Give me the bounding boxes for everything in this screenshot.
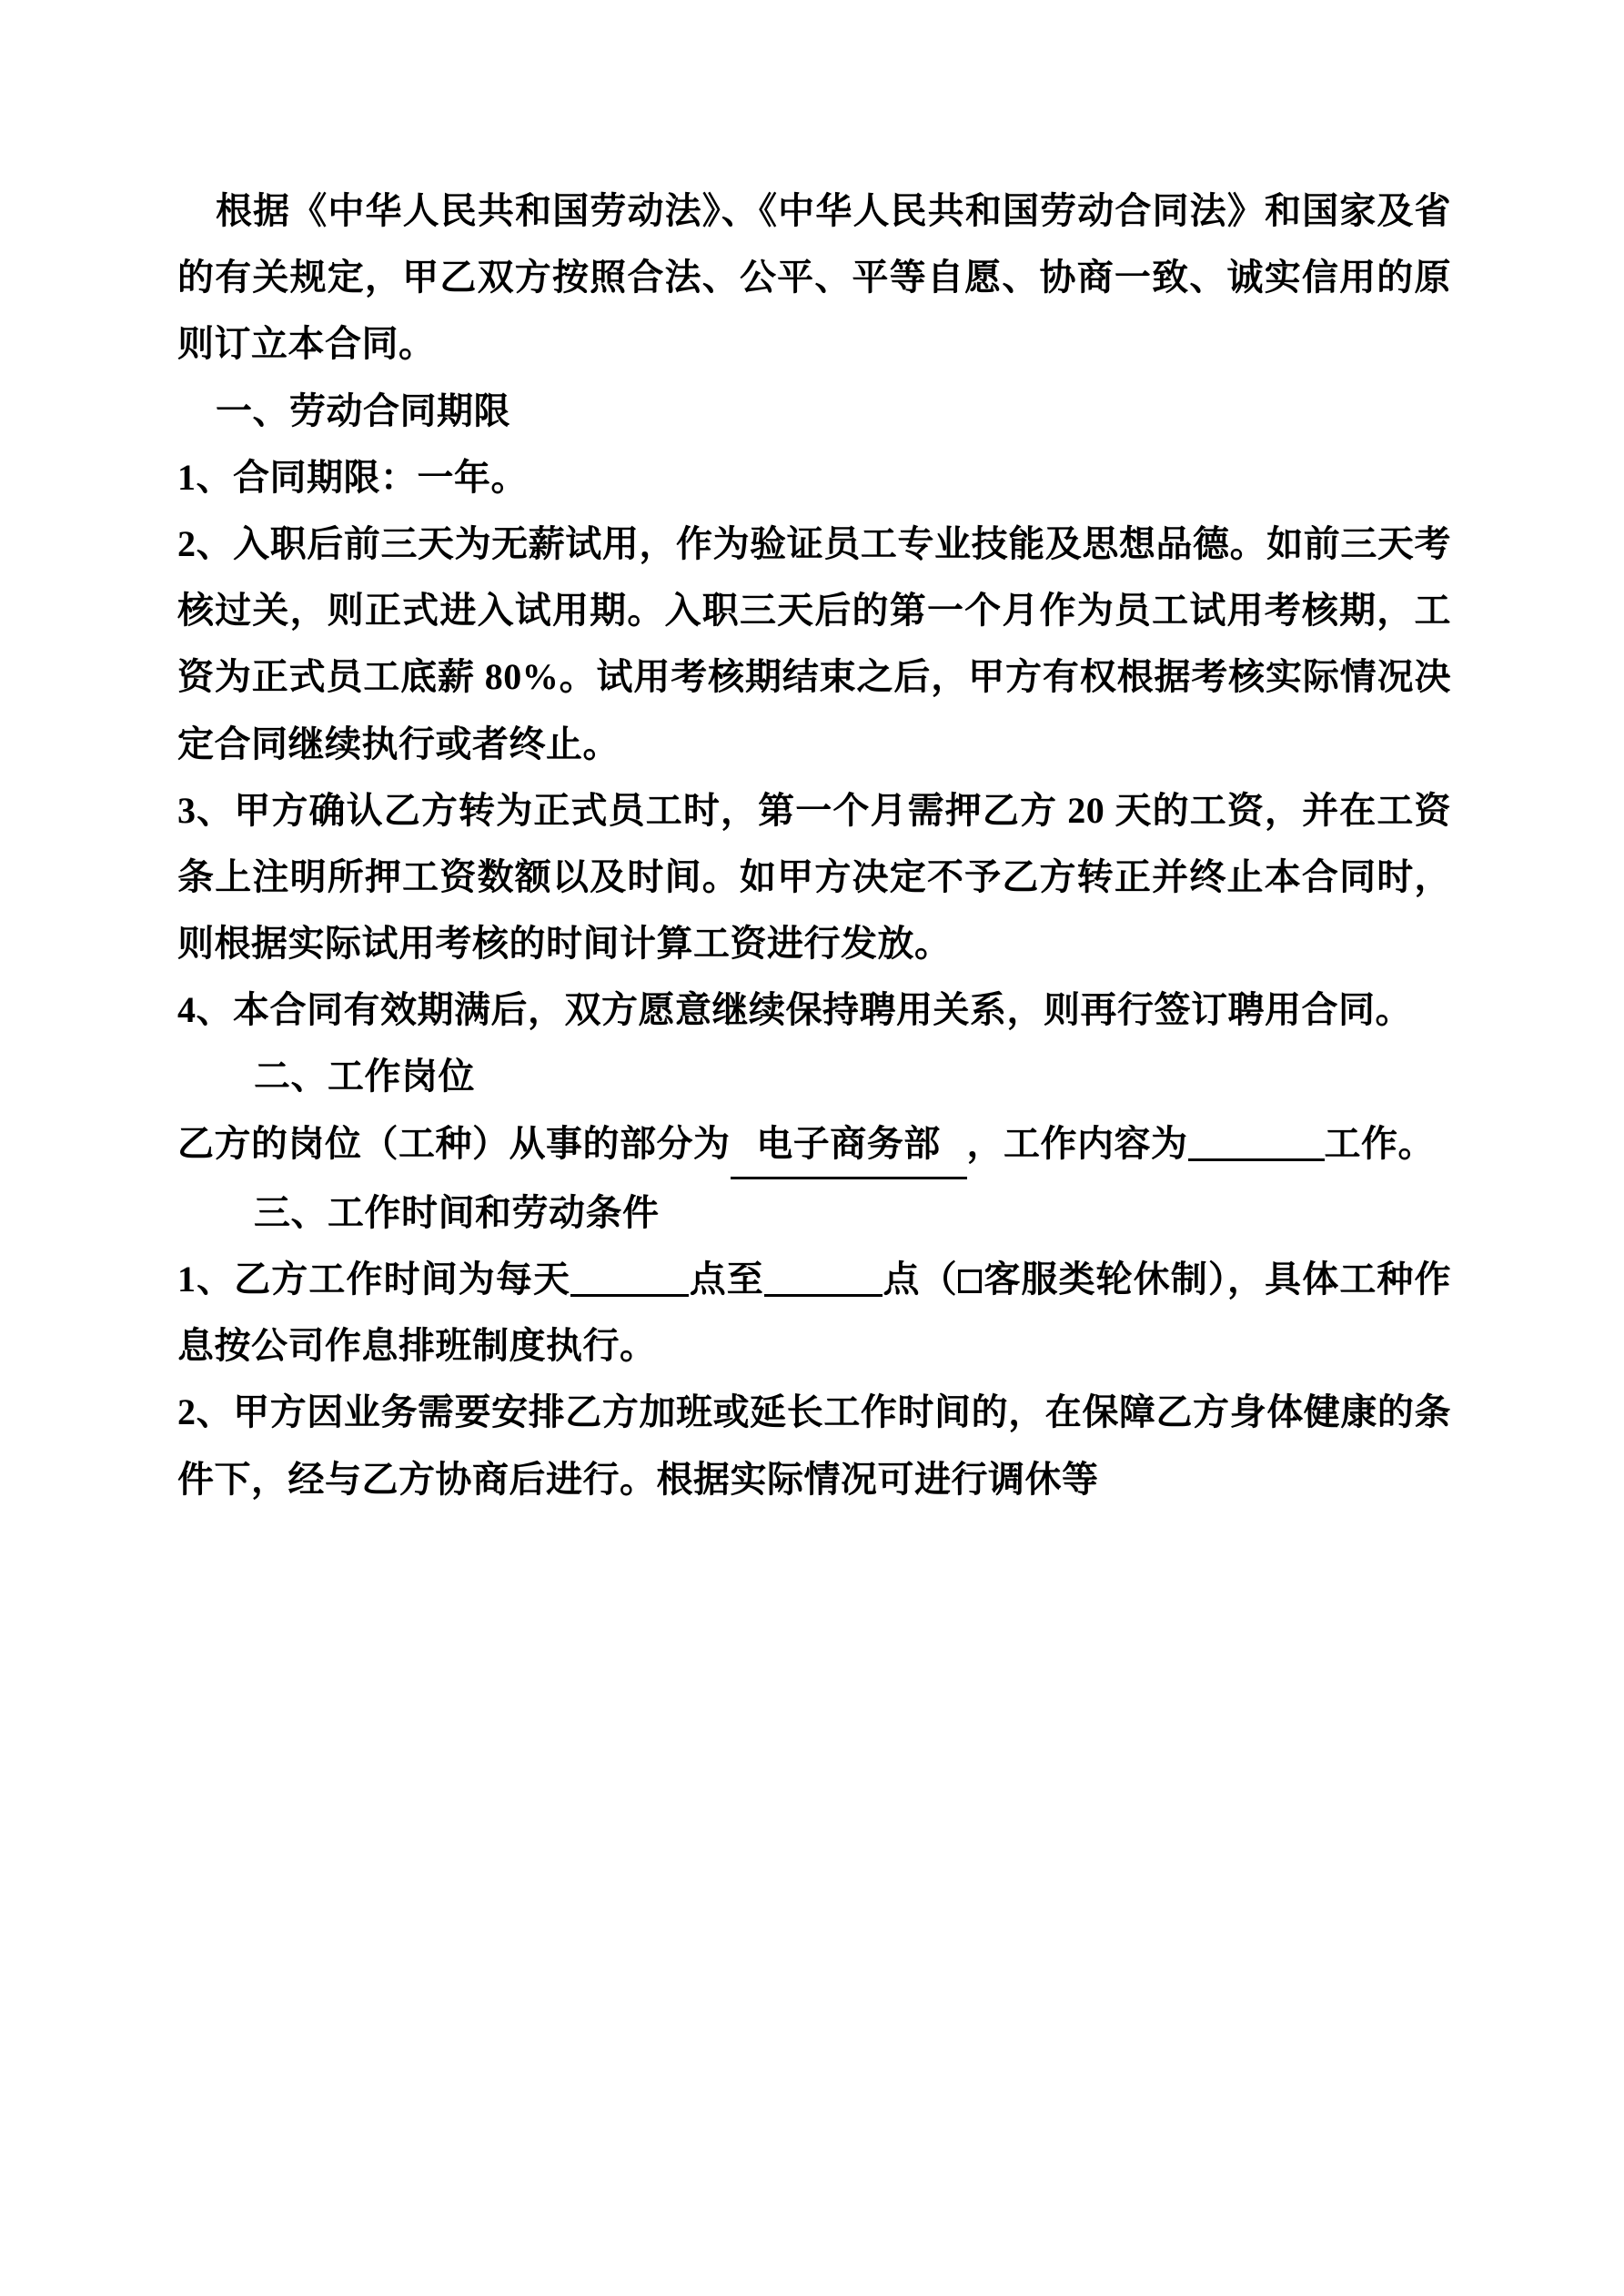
clause-3-1-suffix: 点（ (882, 1259, 958, 1300)
heading-section-2: 二、工作岗位 (254, 1056, 475, 1097)
clause-1-2: 2、入职后前三天为无薪试用，作为验证员工专业技能及思想品德。如前三天考核过关，则正式进入试用期。入职三天后的第一个月作为员工试用考核期，工资为正式员工底薪 80%。试用考核期结束之后，甲方有权根据考核实际情况决定合同继续执行或者终止。 (177, 522, 1451, 764)
clause-2-1-middle: ，工作内容为 (966, 1122, 1188, 1164)
work-start-time-field[interactable] (570, 1259, 689, 1297)
work-end-time-field[interactable] (764, 1259, 883, 1297)
clause-3-1-checkbox-label: 客服类轮休制），具体工种作息按公司作息排班制度执行。 (177, 1259, 1452, 1367)
clause-3-2: 2、甲方因业务需要安排乙方加班或延长工作时间的，在保障乙方身体健康的条件下，经与乙方协商后进行。根据实际情况可进行调休等 (177, 1391, 1451, 1500)
clause-3-1-prefix: 1、乙方工作时间为每天 (177, 1259, 571, 1300)
clause-1-1: 1、合同期限：一年。 (177, 456, 528, 498)
paragraph-preamble: 根据《中华人民共和国劳动法》、《中华人民共和国劳动合同法》和国家及省的有关规定，甲乙双方按照合法、公平、平等自愿、协商一致、诚实信用的原则订立本合同。 (177, 190, 1451, 365)
document-body (177, 177, 1451, 1512)
clause-2-1 (177, 1110, 1451, 1179)
clause-2-1-suffix: 工作。 (1324, 1122, 1435, 1164)
heading-section-3: 三、工作时间和劳动条件 (254, 1191, 660, 1233)
clause-3-1-middle: 点至 (689, 1259, 764, 1300)
clause-2-1-prefix: 乙方的岗位（工种）从事的部分为 (177, 1122, 731, 1164)
clause-1-3: 3、甲方确认乙方转为正式员工时，第一个月需押乙方 20 天的工资，并在工资条上注明所押工资数额以及时间。如甲方决定不予乙方转正并终止本合同时，则根据实际试用考核的时间计算工资进行发放。 (177, 789, 1451, 965)
heading-section-1: 一、劳动合同期限 (216, 389, 510, 431)
job-content-field[interactable] (1188, 1124, 1325, 1161)
clause-3-1 (177, 1246, 1451, 1379)
clause-1-4: 4、本合同有效期满后，双方愿意继续保持聘用关系，则再行签订聘用合同。 (177, 989, 1412, 1031)
position-field[interactable]: 电子商务部 (731, 1110, 967, 1179)
shift-rotation-checkbox[interactable] (958, 1269, 982, 1293)
